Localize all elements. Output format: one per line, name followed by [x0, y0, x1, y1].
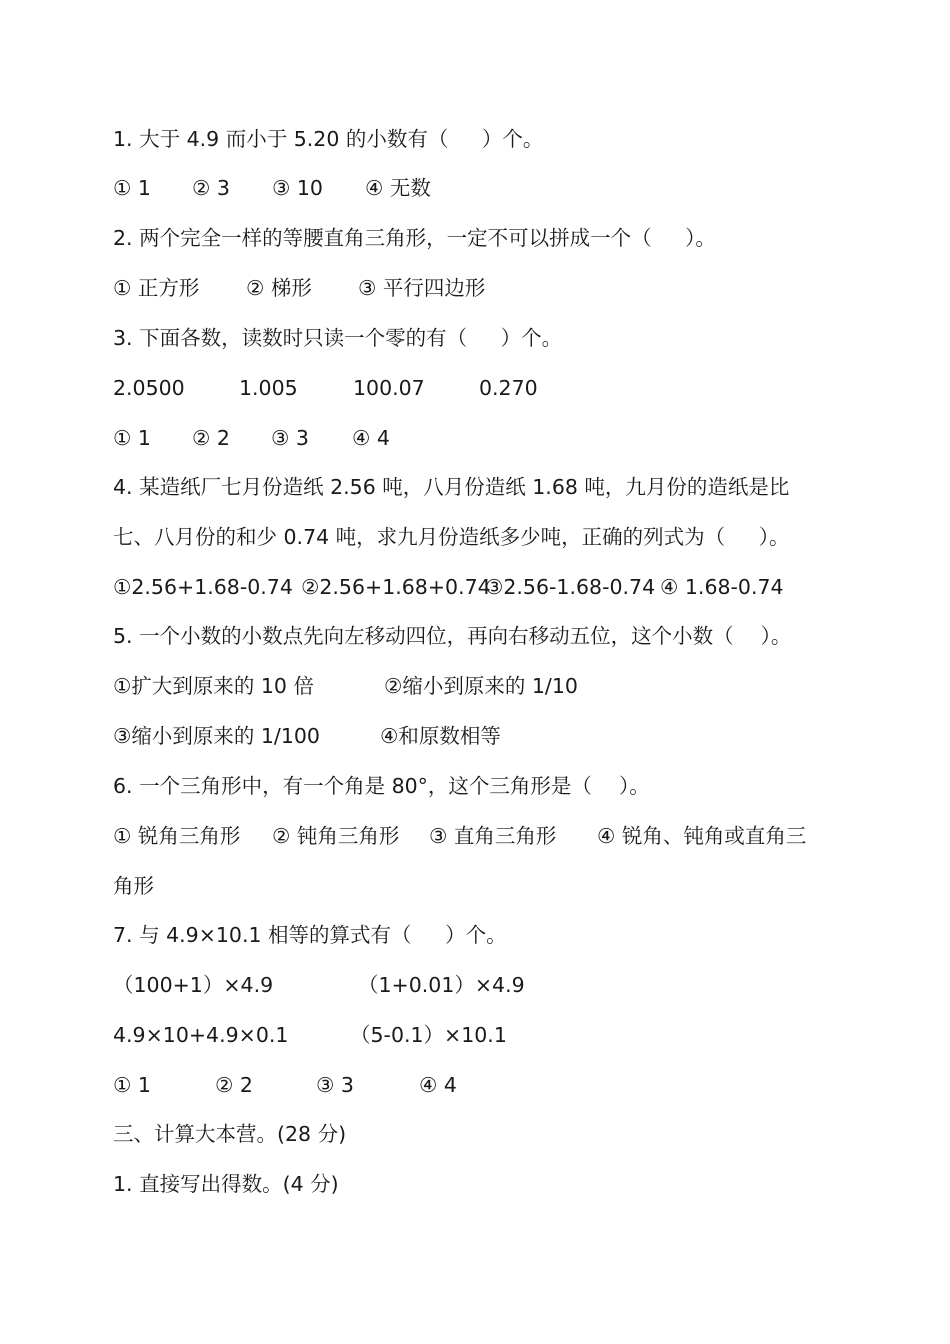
question-7-expressions-row-2 — [113, 1017, 853, 1053]
question-6-stem: 6. 一个三角形中，有一个角是 80°，这个三角形是（ ）。 — [113, 774, 650, 798]
q3-number-2: 1.005 — [239, 376, 298, 400]
question-3-options — [113, 420, 853, 456]
q1-option-4: ④ 无数 — [365, 176, 431, 200]
question-7-stem: 7. 与 4.9×10.1 相等的算式有（ ）个。 — [113, 923, 507, 947]
question-4-options — [113, 569, 853, 605]
q7-option-1: ① 1 — [113, 1073, 151, 1097]
q3-number-4: 0.270 — [479, 376, 538, 400]
q4-option-1: ①2.56+1.68-0.74 — [113, 575, 293, 599]
question-5-options-row-1 — [113, 668, 853, 704]
question-7-options — [113, 1067, 853, 1103]
section-3-heading: 三、计算大本营。(28 分) — [113, 1122, 347, 1146]
question-4-stem-line-2: 七、八月份的和少 0.74 吨，求九月份造纸多少吨，正确的列式为（ ）。 — [113, 525, 790, 549]
section-3-item-1: 1. 直接写出得数。(4 分) — [113, 1172, 339, 1196]
question-2-stem: 2. 两个完全一样的等腰直角三角形，一定不可以拼成一个（ ）。 — [113, 226, 716, 250]
q7-option-2: ② 2 — [215, 1073, 253, 1097]
q6-option-1: ① 锐角三角形 — [113, 824, 241, 848]
question-1-options — [113, 170, 853, 206]
q3-number-3: 100.07 — [353, 376, 425, 400]
q5-option-4: ④和原数相等 — [380, 724, 501, 748]
q1-option-1: ① 1 — [113, 176, 151, 200]
q7-option-3: ③ 3 — [316, 1073, 354, 1097]
question-6-options-line-2: 角形 — [113, 874, 154, 898]
q3-number-1: 2.0500 — [113, 376, 185, 400]
q7-expression-4: （5-0.1）×10.1 — [350, 1023, 507, 1047]
q2-option-3: ③ 平行四边形 — [358, 276, 486, 300]
q1-option-3: ③ 10 — [272, 176, 323, 200]
q5-option-1: ①扩大到原来的 10 倍 — [113, 674, 314, 698]
q7-expression-3: 4.9×10+4.9×0.1 — [113, 1023, 289, 1047]
q5-option-2: ②缩小到原来的 1/10 — [384, 674, 578, 698]
q6-option-4: ④ 锐角、钝角或直角三 — [597, 824, 807, 848]
q3-option-1: ① 1 — [113, 426, 151, 450]
q2-option-2: ② 梯形 — [246, 276, 312, 300]
q2-option-1: ① 正方形 — [113, 276, 200, 300]
q7-expression-2: （1+0.01）×4.9 — [358, 973, 525, 997]
q4-option-3: ③2.56-1.68-0.74 — [485, 575, 656, 599]
question-4-stem-line-1: 4. 某造纸厂七月份造纸 2.56 吨，八月份造纸 1.68 吨，九月份的造纸是比 — [113, 475, 790, 499]
question-3-numbers — [113, 370, 853, 406]
q6-option-3: ③ 直角三角形 — [429, 824, 557, 848]
question-5-stem: 5. 一个小数的小数点先向左移动四位，再向右移动五位，这个小数（ ）。 — [113, 624, 792, 648]
question-1-stem: 1. 大于 4.9 而小于 5.20 的小数有（ ）个。 — [113, 127, 544, 151]
q3-option-2: ② 2 — [192, 426, 230, 450]
q1-option-2: ② 3 — [192, 176, 230, 200]
q3-option-4: ④ 4 — [352, 426, 390, 450]
question-5-options-row-2 — [113, 718, 853, 754]
question-2-options — [113, 270, 853, 306]
q7-option-4: ④ 4 — [419, 1073, 457, 1097]
q4-option-2: ②2.56+1.68+0.74 — [301, 575, 491, 599]
q7-expression-1: （100+1）×4.9 — [113, 973, 274, 997]
question-3-stem: 3. 下面各数，读数时只读一个零的有（ ）个。 — [113, 326, 563, 350]
question-6-options-line-1 — [113, 818, 853, 854]
question-7-expressions-row-1 — [113, 967, 853, 1003]
q4-option-4: ④ 1.68-0.74 — [660, 575, 784, 599]
q3-option-3: ③ 3 — [271, 426, 309, 450]
q5-option-3: ③缩小到原来的 1/100 — [113, 724, 320, 748]
q6-option-2: ② 钝角三角形 — [272, 824, 400, 848]
